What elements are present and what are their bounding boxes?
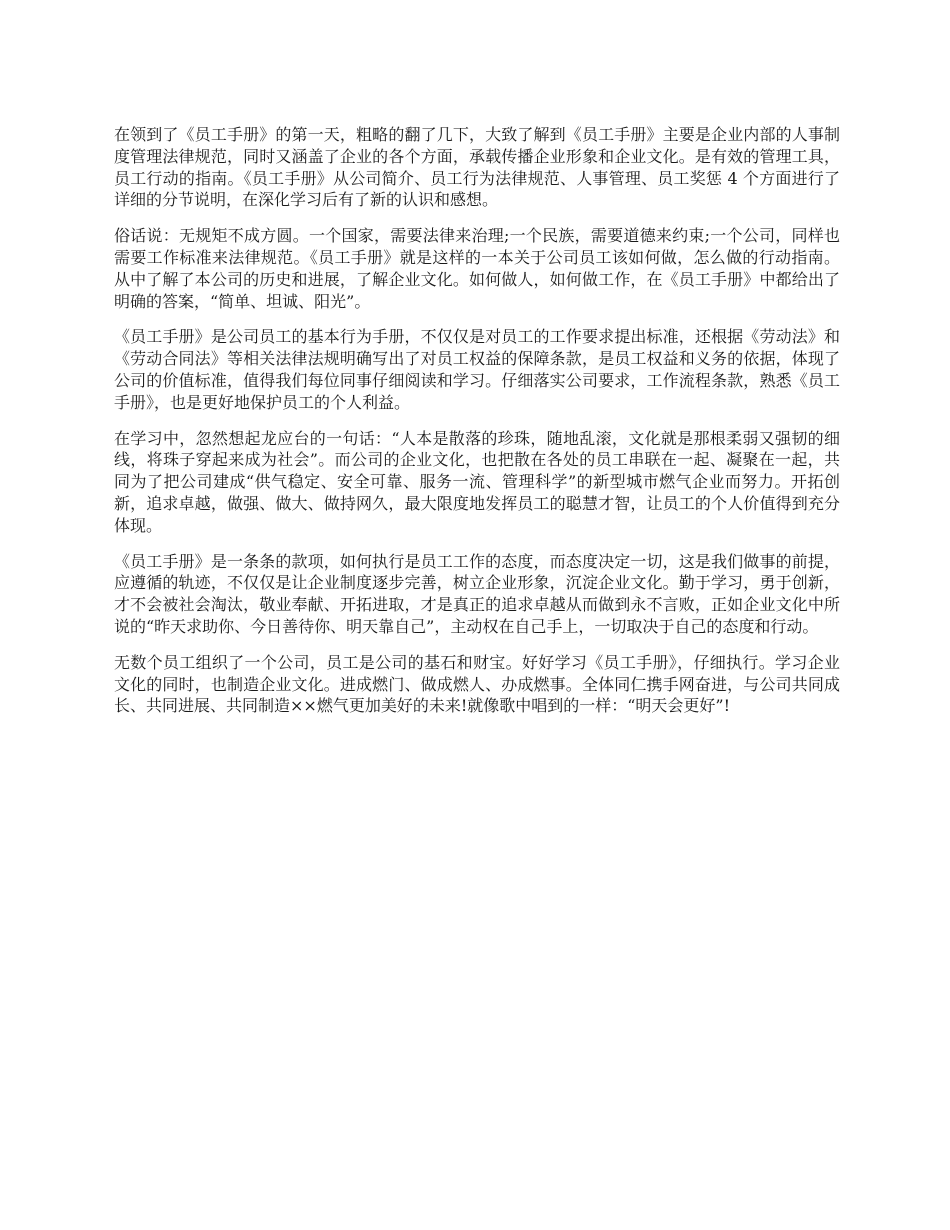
paragraph-4: 在学习中，忽然想起龙应台的一句话：“人本是散落的珍珠，随地乱滚，文化就是那根柔弱又强韧的细线，将珠子穿起来成为社会”。而公司的企业文化，也把散在各处的员工串联在一起、凝聚在一起，共同为了把公司建成“供气稳定、安全可靠、服务一流、管理科学”的新型城市燃气企业而努力。开拓创新，追求卓越，做强、做大、做持网久，最大限度地发挥员工的聪慧才智，让员工的个人价值得到充分体现。 (114, 428, 840, 535)
document-body (114, 124, 840, 731)
paragraph-5: 《员工手册》是一条条的款项，如何执行是员工工作的态度，而态度决定一切，这是我们做事的前提，应遵循的轨迹，不仅仅是让企业制度逐步完善，树立企业形象，沉淀企业文化。勤于学习，勇于创新，才不会被社会淘汰，敬业奉献、开拓进取，才是真正的追求卓越从而做到永不言败，正如企业文化中所说的“昨天求助你、今日善待你、明天靠自己”，主动权在自己手上，一切取决于自己的态度和行动。 (114, 551, 840, 636)
paragraph-2: 俗话说：无规矩不成方圆。一个国家，需要法律来治理;一个民族，需要道德来约束;一个公司，同样也需要工作标准来法律规范。《员工手册》就是这样的一本关于公司员工该如何做，怎么做的行动指南。从中了解了本公司的历史和进展，了解企业文化。如何做人，如何做工作，在《员工手册》中都给出了明确的答案，“简单、坦诚、阳光”。 (114, 226, 840, 311)
paragraph-1: 在领到了《员工手册》的第一天，粗略的翻了几下，大致了解到《员工手册》主要是企业内部的人事制度管理法律规范，同时又涵盖了企业的各个方面，承载传播企业形象和企业文化。是有效的管理工具，员工行动的指南。《员工手册》从公司简介、员工行为法律规范、人事管理、员工奖惩 4 个方面进行了详细的分节说明，在深化学习后有了新的认识和感想。 (114, 125, 840, 210)
paragraph-3: 《员工手册》是公司员工的基本行为手册，不仅仅是对员工的工作要求提出标准，还根据《劳动法》和《劳动合同法》等相关法律法规明确写出了对员工权益的保障条款，是员工权益和义务的依据，体现了公司的价值标准，值得我们每位同事仔细阅读和学习。仔细落实公司要求，工作流程条款，熟悉《员工手册》，也是更好地保护员工的个人利益。 (114, 327, 840, 412)
paragraph-6: 无数个员工组织了一个公司，员工是公司的基石和财宝。好好学习《员工手册》，仔细执行。学习企业文化的同时，也制造企业文化。进成燃门、做成燃人、办成燃事。全体同仁携手网奋进，与公司共同成长、共同进展、共同制造××燃气更加美好的未来!就像歌中唱到的一样：“明天会更好”! (114, 652, 840, 716)
